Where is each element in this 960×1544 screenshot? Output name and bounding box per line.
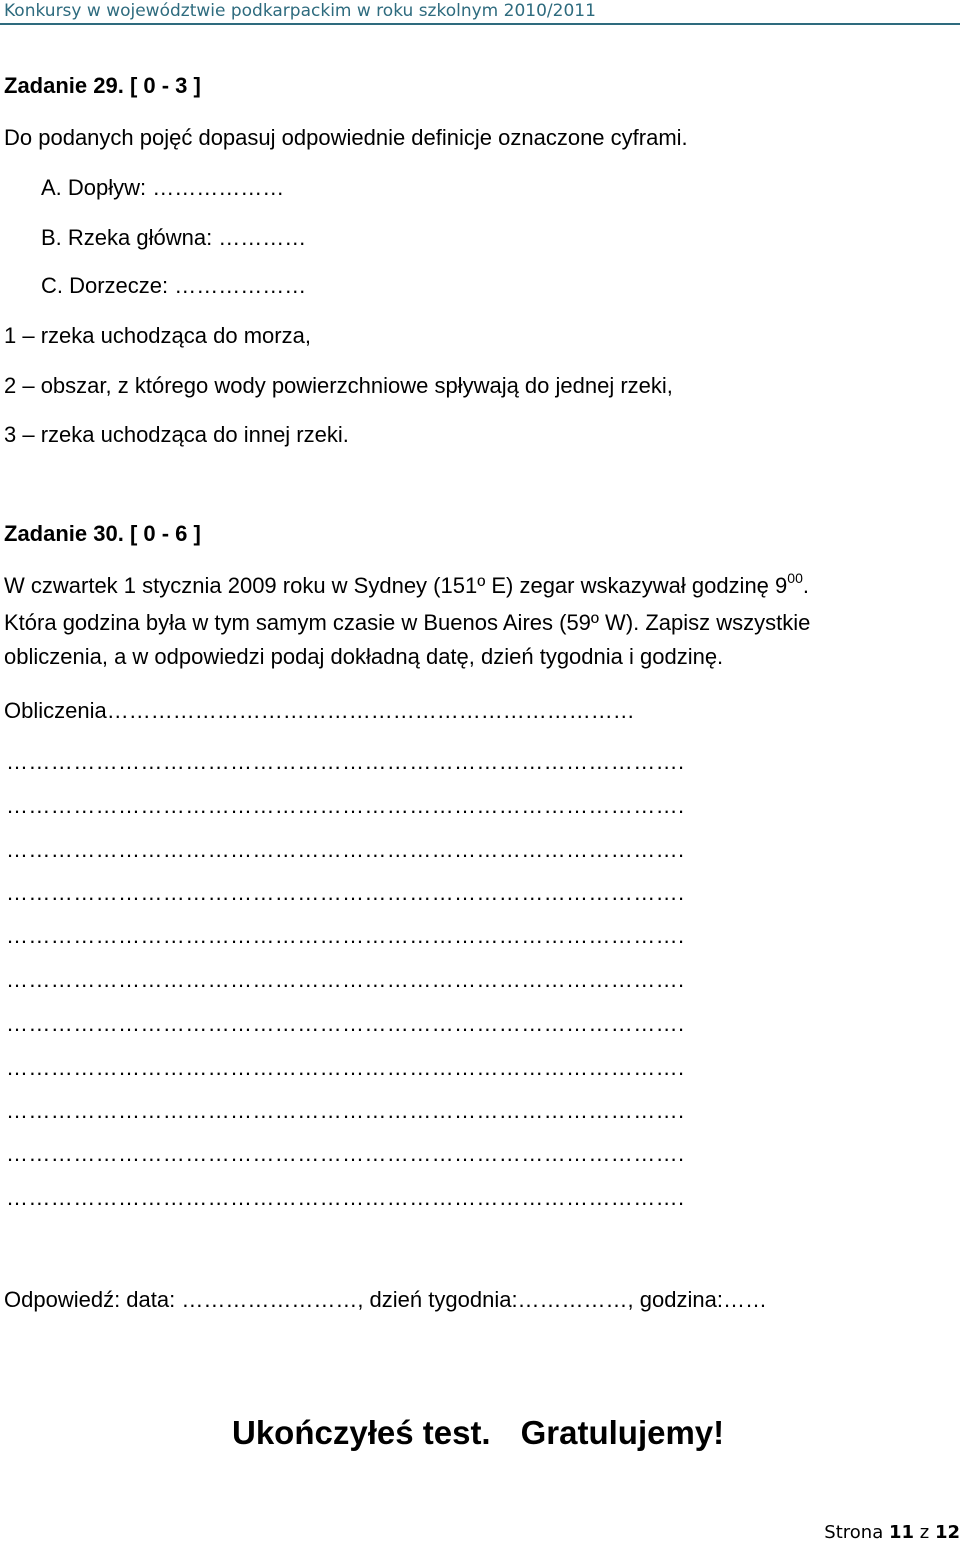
task29-item-b: B. Rzeka główna: …………: [41, 225, 307, 250]
task29-item-a: A. Dopływ: ………………: [41, 175, 285, 200]
calculation-line-7[interactable]: ……………………………………………………………………………….: [6, 1011, 685, 1036]
task30-heading: [4, 520, 201, 548]
page-word: Strona: [824, 1522, 889, 1543]
calculation-line-9[interactable]: ……………………………………………………………………………….: [6, 1098, 685, 1123]
running-header: [0, 0, 960, 23]
task29-definition-2: 2 – obszar, z którego wody powierzchniowe spływają do jednej rzeki,: [4, 373, 673, 398]
calculation-line-6[interactable]: ……………………………………………………………………………….: [6, 967, 685, 992]
task30-line-1: [4, 569, 809, 600]
calculation-label[interactable]: Obliczenia………………………………………………………………: [4, 698, 635, 723]
task29-item-c: C. Dorzecze: ………………: [41, 273, 307, 298]
page-of: z: [914, 1522, 935, 1543]
task29-definition-3: 3 – rzeka uchodząca do innej rzeki.: [4, 422, 349, 447]
header-title: Konkursy w województwie podkarpackim w roku szkolnym 2010/2011: [4, 1, 596, 21]
closing-part-2: Gratulujemy!: [520, 1414, 725, 1451]
calculation-line-3[interactable]: ……………………………………………………………………………….: [6, 837, 685, 862]
closing-part-1: Ukończyłeś test.: [232, 1414, 491, 1451]
task30-line-3: obliczenia, a w odpowiedzi podaj dokładną datę, dzień tygodnia i godzinę.: [4, 644, 724, 669]
task30-line-1-period: .: [802, 573, 809, 598]
task30-heading-points: [ 0 - 6 ]: [129, 521, 201, 546]
calculation-line-2[interactable]: ……………………………………………………………………………….: [6, 793, 685, 818]
task30-time-superscript: 00: [787, 569, 803, 586]
task29-definition-1: 1 – rzeka uchodząca do morza,: [4, 323, 311, 348]
task30-line-1-text: W czwartek 1 stycznia 2009 roku w Sydney (151º E) zegar wskazywał godzinę 9: [4, 573, 788, 598]
task29-heading: Zadanie 29. [ 0 - 3 ]: [4, 73, 201, 98]
task30-line-2: Która godzina była w tym samym czasie w Buenos Aires (59º W). Zapisz wszystkie: [4, 610, 811, 635]
calculation-line-5[interactable]: ……………………………………………………………………………….: [6, 923, 685, 948]
page-total: 12: [934, 1522, 960, 1543]
task29-instruction: Do podanych pojęć dopasuj odpowiednie definicje oznaczone cyframi.: [4, 125, 688, 150]
task30-heading-label: Zadanie 30.: [4, 521, 130, 546]
closing-message: [232, 1413, 724, 1453]
calculation-line-11[interactable]: ……………………………………………………………………………….: [6, 1185, 685, 1210]
page-number: [824, 1522, 960, 1544]
answer-line[interactable]: Odpowiedź: data: ……………………, dzień tygodnia:……………, godzina:……: [4, 1287, 767, 1312]
calculation-line-4[interactable]: ……………………………………………………………………………….: [6, 880, 685, 905]
calculation-line-8[interactable]: ……………………………………………………………………………….: [6, 1055, 685, 1080]
calculation-line-10[interactable]: ……………………………………………………………………………….: [6, 1141, 685, 1166]
calculation-line-1[interactable]: ……………………………………………………………………………….: [6, 749, 685, 774]
header-rule: [0, 23, 960, 25]
page-current: 11: [888, 1522, 915, 1543]
